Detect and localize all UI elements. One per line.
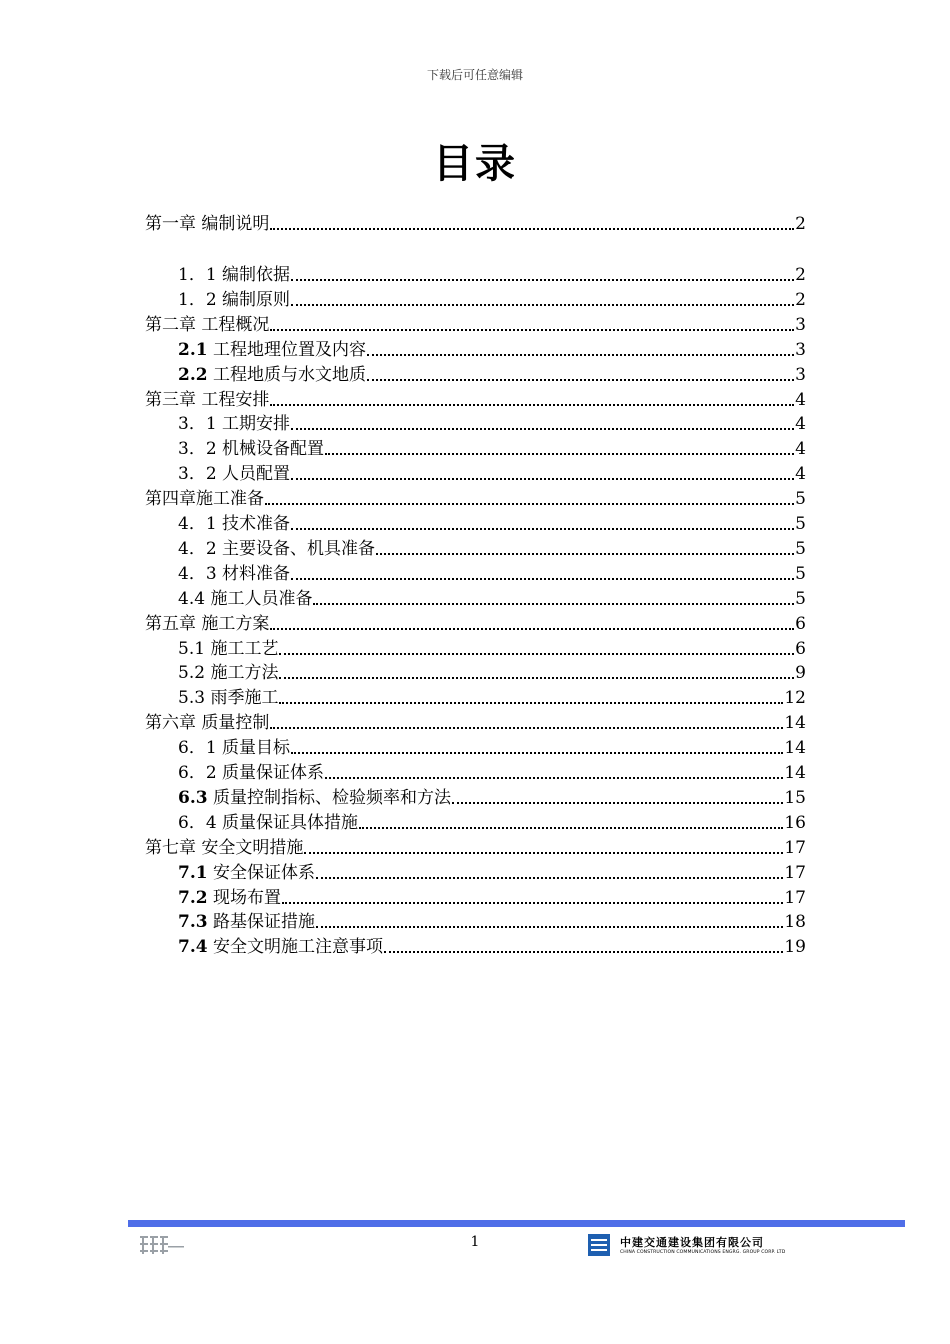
company-name-en: CHINA CONSTRUCTION COMMUNICATIONS ENGRG. GROUP CORP. LTD (620, 1250, 786, 1255)
toc-page-number: 19 (784, 937, 806, 958)
toc-entry-text: 安全保证体系 (207, 862, 315, 883)
toc-leader-dots (316, 926, 783, 928)
toc-leader-dots (316, 877, 783, 879)
toc-entry-label (178, 910, 316, 934)
toc-section-row[interactable] (178, 910, 806, 934)
toc-entry-label (178, 935, 384, 959)
toc-leader-dots (325, 777, 783, 779)
toc-leader-dots (313, 603, 794, 605)
toc-entry-label (178, 886, 282, 910)
toc-leader-dots (291, 528, 794, 530)
toc-section-row[interactable] (178, 686, 806, 710)
toc-leader-dots (291, 752, 783, 754)
toc-section-row[interactable] (178, 811, 806, 835)
toc-section-row[interactable] (178, 562, 806, 586)
toc-leader-dots (279, 677, 794, 679)
toc-section-row[interactable] (178, 363, 806, 387)
toc-section-row[interactable] (178, 637, 806, 661)
toc-section-row[interactable] (178, 761, 806, 785)
toc-leader-dots (279, 653, 794, 655)
toc-leader-dots (452, 802, 783, 804)
company-logo (588, 1234, 818, 1262)
toc-section-row[interactable] (178, 886, 806, 910)
toc-entry-text: 路基保证措施 (207, 912, 315, 933)
toc-entry-label: 第一章 编制说明 (145, 214, 270, 234)
toc-chapter-row[interactable] (145, 313, 806, 337)
toc-section-row[interactable] (178, 935, 806, 959)
toc-chapter-row[interactable] (145, 612, 806, 636)
toc-entry-label: 5.1 施工工艺 (178, 638, 279, 659)
toc-page-number: 15 (784, 787, 806, 808)
toc-leader-dots (270, 404, 794, 406)
toc-leader-dots (291, 304, 794, 306)
toc-entry-number: 7.2 (178, 887, 208, 908)
company-name-cn: 中建交通建设集团有限公司 (620, 1236, 764, 1249)
toc-section-row[interactable] (178, 736, 806, 760)
toc-entry-label: 3．1 工期安排 (178, 414, 291, 435)
toc-entry-label: 5.3 雨季施工 (178, 688, 279, 709)
toc-page-number: 18 (784, 912, 806, 933)
toc-leader-dots (291, 578, 794, 580)
toc-page-number: 5 (795, 588, 806, 609)
toc-page-number: 5 (795, 538, 806, 559)
toc-page-number: 5 (795, 514, 806, 534)
toc-page-number: 6 (795, 613, 806, 634)
toc-entry-text: 质量控制指标、检验频率和方法 (207, 787, 451, 808)
toc-page-number: 17 (784, 862, 806, 883)
toc-entry-label: 3．2 机械设备配置 (178, 439, 325, 460)
toc-section-row[interactable] (178, 263, 806, 287)
toc-leader-dots (279, 702, 783, 704)
toc-entry-number: 7.1 (178, 862, 208, 883)
toc-entry-label (178, 338, 367, 362)
toc-entry-label: 3．2 人员配置 (178, 464, 291, 485)
toc-entry-number: 6.3 (178, 787, 208, 808)
toc-leader-dots (282, 902, 783, 904)
toc-leader-dots (384, 951, 783, 953)
toc-leader-dots (291, 279, 794, 281)
toc-entry-text: 工程地理位置及内容 (207, 339, 366, 360)
toc-leader-dots (367, 379, 794, 381)
toc-entry-label: 6．4 质量保证具体措施 (178, 812, 359, 833)
toc-entry-label: 1．2 编制原则 (178, 289, 291, 310)
toc-section-row[interactable] (178, 462, 806, 486)
toc-chapter-row[interactable] (145, 487, 806, 511)
toc-entry-label: 4．2 主要设备、机具准备 (178, 538, 376, 559)
toc-leader-dots (359, 827, 783, 829)
toc-page-number: 3 (795, 314, 806, 335)
toc-page-number: 14 (784, 738, 806, 759)
toc-entry-number: 2.1 (178, 339, 208, 360)
toc-entry-label: 6．2 质量保证体系 (178, 763, 325, 783)
toc-page-number: 3 (795, 364, 806, 385)
toc-chapter-row[interactable] (145, 836, 806, 860)
toc-entry-label: 1．1 编制依据 (178, 265, 291, 285)
toc-page-number: 12 (784, 688, 806, 709)
toc-section-row[interactable] (178, 786, 806, 810)
footer-bar (128, 1220, 905, 1227)
toc-entry-number: 7.3 (178, 912, 208, 933)
toc-page-number: 6 (795, 638, 806, 659)
toc-leader-dots (265, 503, 794, 505)
toc-entry-text: 现场布置 (207, 887, 281, 908)
toc-entry-label (178, 786, 452, 810)
toc-section-row[interactable] (178, 412, 806, 436)
toc-entry-label: 4．3 材料准备 (178, 563, 291, 584)
toc-entry-number: 7.4 (178, 937, 208, 958)
toc-leader-dots (291, 478, 794, 480)
toc-section-row[interactable] (178, 288, 806, 312)
toc-entry-text: 工程地质与水文地质 (207, 364, 366, 385)
toc-section-row[interactable] (178, 437, 806, 461)
toc-chapter-row[interactable] (145, 212, 806, 236)
toc-page-number: 5 (795, 489, 806, 510)
toc-entry-label: 第三章 工程安排 (145, 389, 270, 410)
toc-leader-dots (270, 228, 794, 230)
toc-leader-dots (291, 428, 794, 430)
header-note: 下载后可任意编辑 (426, 68, 523, 82)
toc-entry-label: 5.2 施工方法 (178, 663, 279, 684)
toc-section-row[interactable] (178, 587, 806, 611)
company-logo-icon (588, 1234, 610, 1256)
toc-entry-text: 安全文明施工注意事项 (207, 937, 383, 958)
toc-leader-dots (304, 852, 783, 854)
toc-page-number: 5 (795, 563, 806, 584)
toc-entry-label: 4．1 技术准备 (178, 514, 291, 534)
toc-page-number: 4 (795, 414, 806, 435)
toc-page-number: 9 (795, 663, 806, 684)
toc-page-number: 2 (795, 265, 806, 285)
toc-entry-label (178, 861, 316, 885)
toc-leader-dots (270, 727, 783, 729)
toc-entry-number: 2.2 (178, 364, 208, 385)
toc-page-number: 17 (784, 837, 806, 858)
toc-section-row[interactable] (178, 537, 806, 561)
toc-leader-dots (325, 453, 794, 455)
toc-entry-label: 第四章施工准备 (145, 489, 264, 510)
toc-section-row[interactable] (178, 661, 806, 685)
toc-entry-label: 第七章 安全文明措施 (145, 837, 304, 858)
toc-leader-dots (367, 354, 794, 356)
toc-page-number: 4 (795, 464, 806, 485)
toc-page-number: 14 (784, 763, 806, 783)
toc-chapter-row[interactable] (145, 711, 806, 735)
toc-entry-label (178, 363, 367, 387)
toc-entry-label: 4.4 施工人员准备 (178, 588, 313, 609)
page-title: 目录 (433, 141, 517, 187)
toc-entry-label: 6．1 质量目标 (178, 738, 291, 759)
toc-entry-label: 第五章 施工方案 (145, 613, 270, 634)
toc-page-number: 17 (784, 887, 806, 908)
toc-chapter-row[interactable] (145, 388, 806, 412)
toc-leader-dots (270, 329, 794, 331)
toc-page-number: 16 (784, 812, 806, 833)
toc-page-number: 3 (795, 339, 806, 360)
toc-leader-dots (270, 628, 794, 630)
toc-section-row[interactable] (178, 338, 806, 362)
toc-section-row[interactable] (178, 861, 806, 885)
toc-page-number: 2 (795, 289, 806, 310)
toc-leader-dots (376, 553, 794, 555)
toc-page-number: 2 (795, 214, 806, 234)
toc-page-number: 14 (784, 713, 806, 734)
toc-page-number: 4 (795, 439, 806, 460)
page-number: 1 (470, 1234, 480, 1250)
toc-entry-label: 第六章 质量控制 (145, 713, 270, 734)
toc-section-row[interactable] (178, 512, 806, 536)
toc-entry-label: 第二章 工程概况 (145, 314, 270, 335)
toc-page-number: 4 (795, 389, 806, 410)
